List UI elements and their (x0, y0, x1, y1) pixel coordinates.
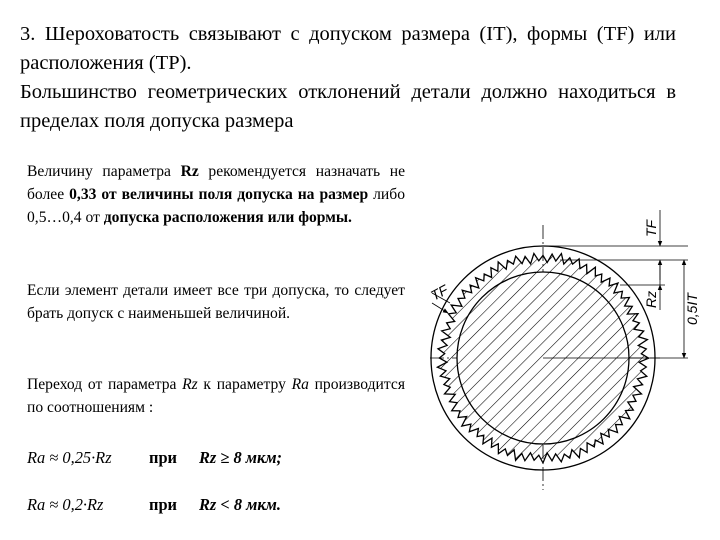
heading (20, 20, 676, 136)
text-fragment: Величину параметра (27, 163, 181, 180)
heading-number: 3. (20, 23, 36, 45)
tf-label-left: TF (427, 281, 451, 304)
range-value: 0,5…0,4 (27, 209, 82, 226)
formula-2-rhs: Rz < 8 мкм. (199, 495, 282, 514)
formula-1-condition-word: при (149, 448, 178, 467)
ra-term: Ra (291, 376, 309, 393)
roughness-tolerance-diagram (420, 185, 715, 535)
formula-2-condition-word: при (149, 495, 178, 514)
text-fragment: производится по соотношениям : (27, 376, 406, 416)
emphasis-text: 0,33 от величины поля допуска на размер (69, 186, 369, 203)
heading-line-1 (20, 20, 676, 78)
half-it-label: 0,5IT (684, 293, 700, 325)
formula-2 (27, 495, 282, 515)
formula-2-lhs: Ra ≈ 0,2·Rz (27, 495, 104, 514)
three-tolerances-paragraph: Если элемент детали имеет все три допуска, то следует брать допуск с наименьшей величиной. (27, 282, 405, 322)
conversion-paragraph (27, 373, 405, 419)
tf-label-right: TF (643, 219, 659, 237)
emphasis-text: допуска расположения или формы. (103, 209, 352, 226)
tf-left-leader-arrow (432, 303, 448, 313)
heading-line-2: Большинство геометрических отклонений детали должно находиться в пределах поля допуска размера (20, 81, 676, 132)
heading-text-1: Шероховатость связывают с допуском размера (IT), формы (TF) или расположения (TP). (20, 23, 676, 74)
rz-term: Rz (182, 376, 198, 393)
rz-label: Rz (643, 290, 659, 308)
formula-1-rhs: Rz ≥ 8 мкм; (199, 448, 283, 467)
text-fragment: к параметру (197, 376, 292, 393)
text-fragment: Переход от параметра (27, 376, 183, 393)
formula-1-lhs: Ra ≈ 0,25·Rz (27, 448, 112, 467)
formula-1 (27, 448, 283, 468)
rz-recommendation-paragraph (27, 160, 405, 229)
text-fragment: рекомендуется назначать не более (27, 163, 406, 203)
rz-term: Rz (180, 163, 199, 180)
text-fragment: от (81, 209, 104, 226)
text-fragment: либо (368, 186, 405, 203)
